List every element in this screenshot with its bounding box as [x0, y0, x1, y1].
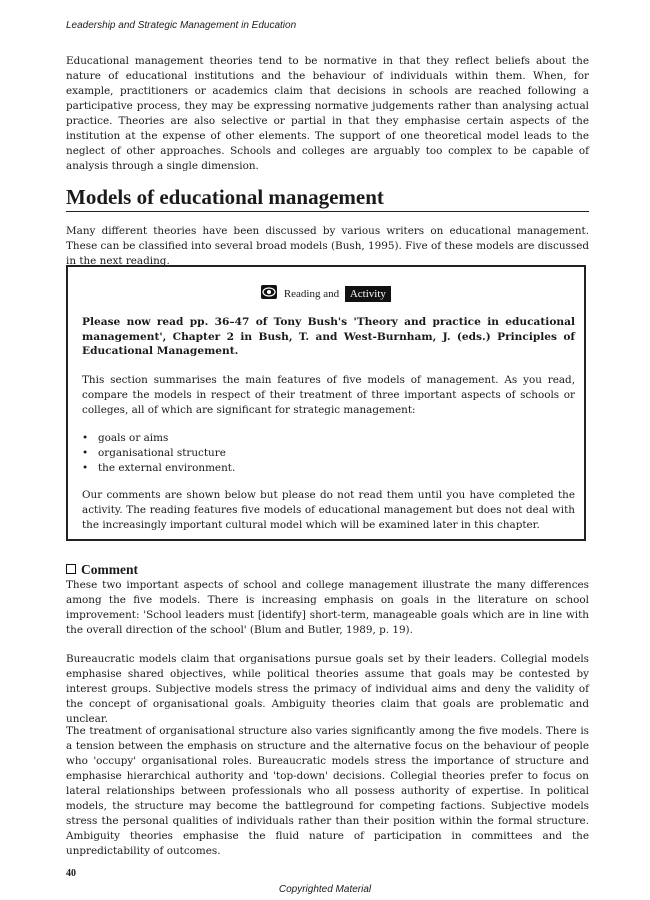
- activity-header: [68, 285, 584, 302]
- list-item: • the external environment.: [82, 461, 235, 476]
- comment-title: Comment: [81, 562, 138, 577]
- comment-heading: [66, 562, 138, 578]
- reading-eye-icon: [261, 285, 277, 299]
- comment-paragraph: The treatment of organisational structure also varies significantly among the five models. There is a tension between the emphasis on structure and the alternative focus on the behaviour of people who 'occupy' organisational roles. Bureaucratic models stress the importance of structure and emphasise hierarchical authority and 'top-down' decisions. Collegial theories prefer to focus on lateral relationships between professionals who all possess authority of expertise. In political models, the structure may become the battleground for competing factions. Subjective models stress the personal qualities of individuals rather than their position within the formal structure. Ambiguity theories emphasise the fluid nature of participation in committees and the unpredictability of outcomes.: [66, 725, 589, 857]
- section-title: Models of educational management: [66, 183, 589, 212]
- copyright-footer: Copyrighted Material: [278, 884, 372, 895]
- activity-label-reading: Reading and: [283, 288, 340, 300]
- aspects-list: [82, 431, 235, 476]
- checkbox-square-icon: [66, 564, 76, 574]
- comment-paragraph: These two important aspects of school and college management illustrate the many differences among the five models. There is increasing emphasis on goals in the literature on school improvement: 'School leaders must [identify] short-term, manageable goals which are in line with the overall direction of the school' (Blum and Butler, 1989, p. 19).: [66, 579, 589, 636]
- list-item: • goals or aims: [82, 431, 235, 446]
- comment-paragraph: Bureaucratic models claim that organisations pursue goals set by their leaders. Collegial models emphasise shared objectives, while political theories assume that goals may be contested by interest groups. Subjective models stress the primacy of individual aims and deny the validity of the concept of organisational goals. Ambiguity theories claim that goals are problematic and unclear.: [66, 653, 589, 725]
- activity-label-activity: Activity: [345, 286, 391, 302]
- activity-box: [66, 265, 586, 541]
- list-item: • organisational structure: [82, 446, 235, 461]
- reading-instruction: Please now read pp. 36–47 of Tony Bush's 'Theory and practice in educational management', Chapter 2 in Bush, T. and West-Burnham, J. (eds.) Principles of Educational Management.: [82, 316, 575, 357]
- running-head: Leadership and Strategic Management in Education: [66, 20, 297, 31]
- activity-note: Our comments are shown below but please do not read them until you have completed the activity. The reading features five models of educational management but does not deal with the increasingly important cultural model which will be examined later in this chapter.: [82, 489, 575, 531]
- section-paragraph: Many different theories have been discussed by various writers on educational management. These can be classified into several broad models (Bush, 1995). Five of these models are discussed in the next reading.: [66, 225, 589, 267]
- activity-summary: This section summarises the main features of five models of management. As you read, compare the models in respect of their treatment of three important aspects of schools or colleges, all of which are significant for strategic management:: [82, 374, 575, 416]
- intro-paragraph: Educational management theories tend to be normative in that they reflect beliefs about the nature of educational institutions and the behaviour of individuals within them. When, for example, practitioners or academics claim that decisions in schools are reached following a participative process, they may be expressing normative judgements rather than analysing actual practice. Theories are also selective or partial in that they emphasise certain aspects of the institution at the expense of other elements. The support of one theoretical model leads to the neglect of other approaches. Schools and colleges are arguably too complex to be capable of analysis through a single dimension.: [66, 55, 589, 172]
- page-number: 40: [66, 868, 76, 879]
